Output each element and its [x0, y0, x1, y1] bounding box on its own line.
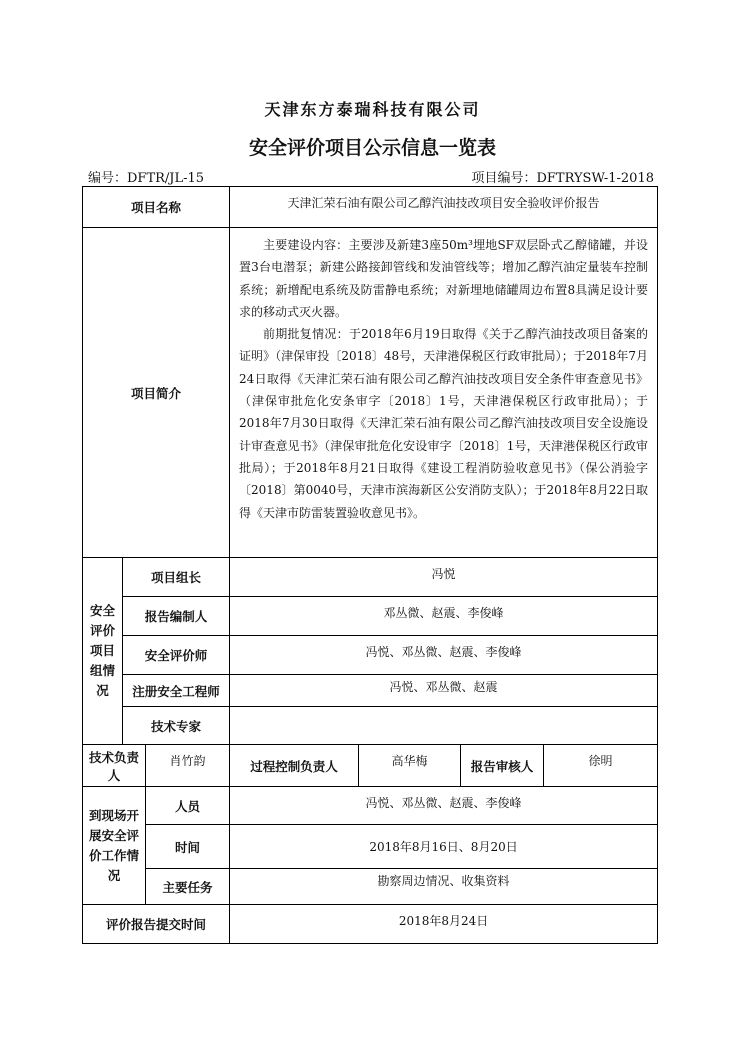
- team-row-value: [230, 707, 658, 745]
- site-row-label: 主要任务: [146, 869, 230, 905]
- company-name: 天津东方泰瑞科技有限公司: [264, 100, 481, 119]
- team-row-label: 项目组长: [123, 558, 230, 597]
- row-report-author: [83, 597, 658, 636]
- row-responsible: [83, 745, 658, 787]
- row-project-intro: [83, 228, 658, 558]
- site-row-value: 勘察周边情况、收集资料: [230, 869, 658, 905]
- intro-prior-approvals: 前期批复情况：于2018年6月19日取得《关于乙醇汽油技改项目备案的证明》（津保审投〔2018〕48号，天津港保税区行政审批局）；于2018年7月24日取得《天津汇荣石油有限公司乙醇汽油技改项目安全条件审查意见书》（津保审批危化安条审字〔2018〕1号，天津港保税区行政审批局）；于2018年7月30日取得《天津汇荣石油有限公司乙醇汽油技改项目安全设施设计审查意见书》（津保审批危化安设审字〔2018〕1号，天津港保税区行政审批局）；于2018年8月21日取得《建设工程消防验收意见书》（保公消验字〔2018〕第0040号，天津市滨海新区公安消防支队）；于2018年8月22日取得《天津市防雷装置验收意见书》。: [239, 327, 649, 520]
- row-site-personnel: [83, 787, 658, 825]
- row-project-name: [83, 187, 658, 228]
- project-name-value: 天津汇荣石油有限公司乙醇汽油技改项目安全验收评价报告: [230, 187, 658, 228]
- tech-lead-value: 肖竹韵: [146, 745, 230, 787]
- project-intro-content: [230, 228, 658, 558]
- submit-time-label: 评价报告提交时间: [83, 905, 230, 944]
- site-row-value: 2018年8月16日、8月20日: [230, 825, 658, 869]
- process-control-value: 高华梅: [359, 745, 461, 787]
- document-number: 编号：DFTR/JL-15: [88, 171, 205, 186]
- site-row-label: 时间: [146, 825, 230, 869]
- team-row-label: 报告编制人: [123, 597, 230, 636]
- report-reviewer-value: 徐明: [544, 745, 658, 787]
- site-group-label: 到现场开展安全评价工作情况: [83, 787, 146, 905]
- intro-construction-content: 主要建设内容：主要涉及新建3座50m³埋地SF双层卧式乙醇储罐，并设置3台电潜泵；新建公路接卸管线和发油管线等；增加乙醇汽油定量装车控制系统；新增配电系统及防雷静电系统；对新埋地储罐周边布置8具满足设计要求的移动式灭火器。: [239, 238, 649, 319]
- info-table: [82, 186, 658, 944]
- row-tech-expert: [83, 707, 658, 745]
- row-site-time: [83, 825, 658, 869]
- row-team-leader: [83, 558, 658, 597]
- row-site-task: [83, 869, 658, 905]
- report-reviewer-label: 报告审核人: [461, 745, 544, 787]
- row-safety-assessor: [83, 636, 658, 675]
- team-group-label: 安全评价项目组情况: [83, 558, 123, 745]
- site-row-value: 冯悦、邓丛微、赵震、李俊峰: [230, 787, 658, 825]
- team-row-label: 注册安全工程师: [123, 675, 230, 707]
- row-submit-time: [83, 905, 658, 944]
- team-row-label: 安全评价师: [123, 636, 230, 675]
- process-control-label: 过程控制负责人: [230, 745, 359, 787]
- submit-time-value: 2018年8月24日: [230, 905, 658, 944]
- row-safety-engineer: [83, 675, 658, 707]
- page-title: 安全评价项目公示信息一览表: [248, 137, 496, 159]
- team-row-value: 邓丛微、赵震、李俊峰: [230, 597, 658, 636]
- team-row-value: 冯悦、邓丛微、赵震、李俊峰: [230, 636, 658, 675]
- team-row-value: 冯悦、邓丛微、赵震: [230, 675, 658, 707]
- project-intro-label: 项目简介: [83, 228, 230, 558]
- team-row-label: 技术专家: [123, 707, 230, 745]
- project-number: 项目编号：DFTRYSW-1-2018: [471, 171, 654, 186]
- site-row-label: 人员: [146, 787, 230, 825]
- team-row-value: 冯悦: [230, 558, 658, 597]
- project-name-label: 项目名称: [83, 187, 230, 228]
- tech-lead-label: 技术负责人: [83, 745, 146, 787]
